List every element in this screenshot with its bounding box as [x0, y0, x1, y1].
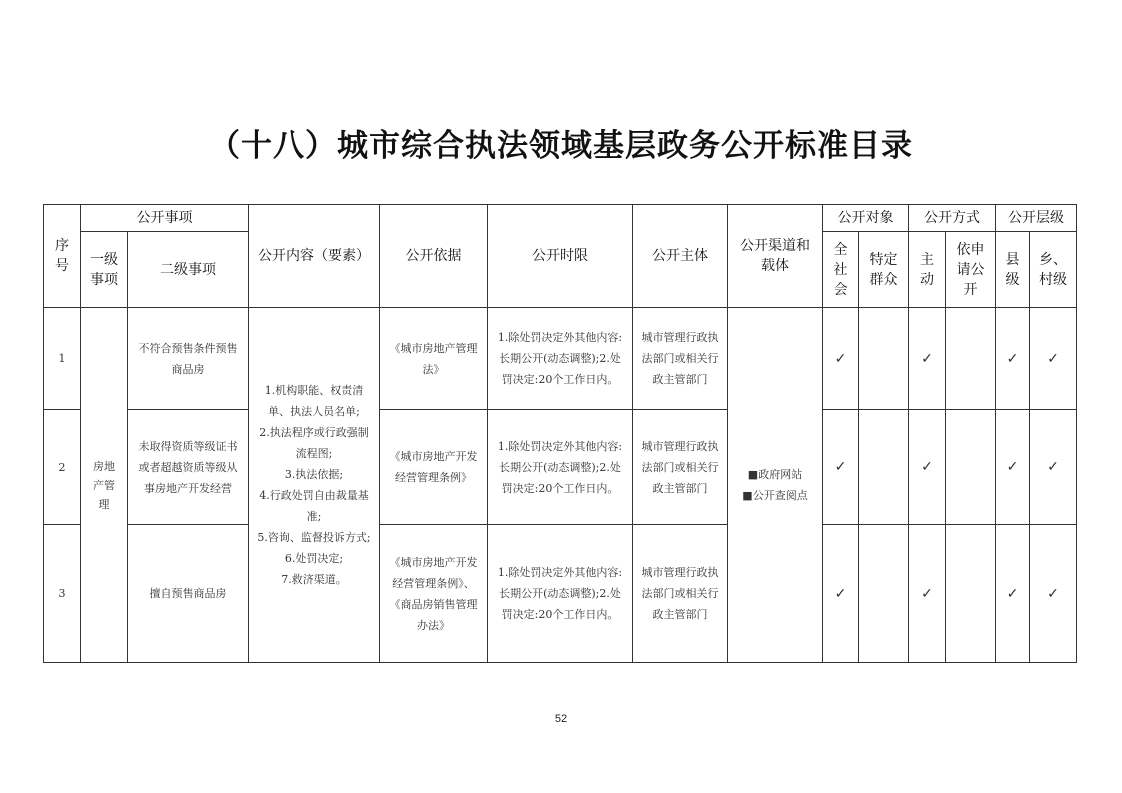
row-basis: 《城市房地产开发经营管理条例》 — [380, 410, 488, 525]
row-level2: 未取得资质等级证书或者超越资质等级从事房地产开发经营 — [128, 410, 249, 525]
header-target-group: 公开对象 — [823, 205, 909, 232]
header-active: 主 动 — [909, 232, 946, 308]
row-specific-group — [859, 525, 909, 663]
header-matter-group: 公开事项 — [81, 205, 249, 232]
row-active: ✓ — [909, 308, 946, 410]
row-seq: 1 — [44, 308, 81, 410]
row-county: ✓ — [996, 525, 1030, 663]
header-time-limit: 公开时限 — [488, 205, 633, 308]
table-row — [44, 308, 1077, 410]
header-channel: 公开渠道和 载体 — [728, 205, 823, 308]
row-subject: 城市管理行政执法部门或相关行政主管部门 — [633, 525, 728, 663]
content-items: 1.机构职能、权责清单、执法人员名单; 2.执法程序或行政强制流程图; 3.执法依据; 4.行政处罚自由裁量基准; 5.咨询、监督投诉方式; 6.处罚决定; 7.救济渠道。 — [249, 308, 380, 663]
row-on-request — [946, 308, 996, 410]
header-level-group: 公开层级 — [996, 205, 1077, 232]
row-whole-society: ✓ — [823, 308, 859, 410]
row-subject: 城市管理行政执法部门或相关行政主管部门 — [633, 308, 728, 410]
header-on-request: 依申 请公 开 — [946, 232, 996, 308]
level1-item: 房地 产管 理 — [81, 308, 128, 663]
row-on-request — [946, 410, 996, 525]
row-basis: 《城市房地产开发经营管理条例》、《商品房销售管理办法》 — [380, 525, 488, 663]
catalog-table — [43, 204, 1077, 663]
row-on-request — [946, 525, 996, 663]
row-basis: 《城市房地产管理法》 — [380, 308, 488, 410]
row-county: ✓ — [996, 308, 1030, 410]
row-township: ✓ — [1030, 525, 1077, 663]
row-seq: 2 — [44, 410, 81, 525]
page-number: 52 — [554, 713, 568, 725]
header-level2: 二级事项 — [128, 232, 249, 308]
header-basis: 公开依据 — [380, 205, 488, 308]
row-specific-group — [859, 308, 909, 410]
table-row — [44, 525, 1077, 663]
row-active: ✓ — [909, 410, 946, 525]
channels: ■政府网站 ■公开查阅点 — [728, 308, 823, 663]
row-whole-society: ✓ — [823, 410, 859, 525]
row-township: ✓ — [1030, 308, 1077, 410]
row-subject: 城市管理行政执法部门或相关行政主管部门 — [633, 410, 728, 525]
header-whole-society: 全 社 会 — [823, 232, 859, 308]
table-row — [44, 410, 1077, 525]
header-county: 县 级 — [996, 232, 1030, 308]
row-time-limit: 1.除处罚决定外其他内容:长期公开(动态调整);2.处罚决定:20个工作日内。 — [488, 410, 633, 525]
header-subject: 公开主体 — [633, 205, 728, 308]
row-whole-society: ✓ — [823, 525, 859, 663]
row-time-limit: 1.除处罚决定外其他内容:长期公开(动态调整);2.处罚决定:20个工作日内。 — [488, 308, 633, 410]
row-active: ✓ — [909, 525, 946, 663]
page-title: （十八）城市综合执法领域基层政务公开标准目录 — [209, 128, 913, 164]
header-level1: 一级 事项 — [81, 232, 128, 308]
row-township: ✓ — [1030, 410, 1077, 525]
row-level2: 擅自预售商品房 — [128, 525, 249, 663]
row-county: ✓ — [996, 410, 1030, 525]
header-method-group: 公开方式 — [909, 205, 996, 232]
row-level2: 不符合预售条件预售商品房 — [128, 308, 249, 410]
header-content: 公开内容（要素） — [249, 205, 380, 308]
row-seq: 3 — [44, 525, 81, 663]
header-specific-group: 特定 群众 — [859, 232, 909, 308]
header-seq: 序 号 — [44, 205, 81, 308]
row-specific-group — [859, 410, 909, 525]
header-township: 乡、 村级 — [1030, 232, 1077, 308]
row-time-limit: 1.除处罚决定外其他内容:长期公开(动态调整);2.处罚决定:20个工作日内。 — [488, 525, 633, 663]
